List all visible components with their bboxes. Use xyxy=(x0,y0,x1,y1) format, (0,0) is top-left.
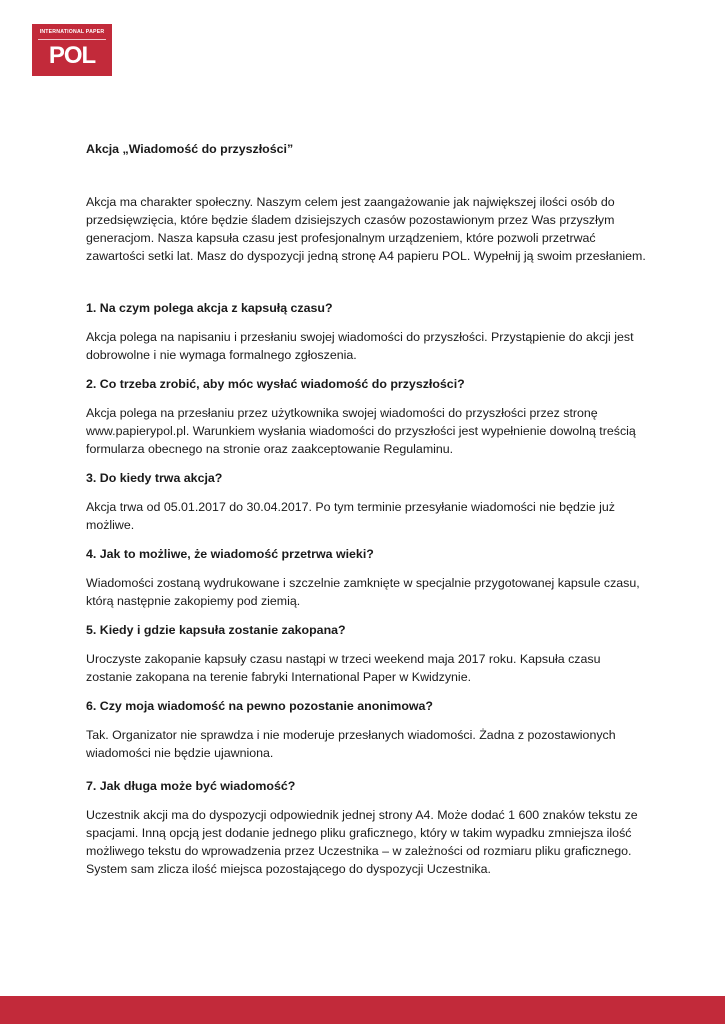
intro-paragraph: Akcja ma charakter społeczny. Naszym celem jest zaangażowanie jak największej ilości osób do przedsięwzięcia, które będzie śladem dzisiejszych czasów pozostawionym przez Was przyszłym generacjom. Nasza kapsuła czasu jest profesjonalnym urządzeniem, które pozwoli przetrwać zawartości setki lat. Masz do dyspozycji jedną stronę A4 papieru POL. Wypełnij ją swoim przesłaniem. xyxy=(86,195,646,263)
document-title: Akcja „Wiadomość do przyszłości” xyxy=(86,142,294,156)
faq-question-4: 4. Jak to możliwe, że wiadomość przetrwa wieki? xyxy=(86,547,374,561)
logo-divider xyxy=(38,39,106,40)
pol-logo xyxy=(32,24,112,76)
footer-bar xyxy=(0,996,725,1024)
faq-answer-2: Akcja polega na przesłaniu przez użytkownika swojej wiadomości do przyszłości przez stronę www.papierypol.pl. Warunkiem wysłania wiadomości do przyszłości jest wypełnienie dowolną treścią formularza obecnego na stronie oraz zaakceptowanie Regulaminu. xyxy=(86,406,636,456)
faq-question-7: 7. Jak długa może być wiadomość? xyxy=(86,779,296,793)
logo-name: POL xyxy=(48,42,96,69)
faq-answer-4: Wiadomości zostaną wydrukowane i szczelnie zamknięte w specjalnie przygotowanej kapsule czasu, którą następnie zakopiemy pod ziemią. xyxy=(86,576,640,608)
faq-answer-7: Uczestnik akcji ma do dyspozycji odpowiednik jednej strony A4. Może dodać 1 600 znaków tekstu ze spacjami. Inną opcją jest dodanie jednego pliku graficznego, który w takim wypadku zmniejsza ilość możliwego tekstu do wprowadzenia przez Uczestnika – w zależności od rozmiaru pliku graficznego. System sam zlicza ilość miejsca pozostającego do dyspozycji Uczestnika. xyxy=(86,808,638,876)
faq-question-1: 1. Na czym polega akcja z kapsułą czasu? xyxy=(86,301,333,315)
faq-answer-3: Akcja trwa od 05.01.2017 do 30.04.2017. Po tym terminie przesyłanie wiadomości nie będzie już możliwe. xyxy=(86,500,615,532)
faq-question-2: 2. Co trzeba zrobić, aby móc wysłać wiadomość do przyszłości? xyxy=(86,377,465,391)
faq-question-5: 5. Kiedy i gdzie kapsuła zostanie zakopana? xyxy=(86,623,346,637)
faq-question-6: 6. Czy moja wiadomość na pewno pozostanie anonimowa? xyxy=(86,699,433,713)
document-body xyxy=(86,140,646,878)
faq-question-3: 3. Do kiedy trwa akcja? xyxy=(86,471,223,485)
faq-answer-6: Tak. Organizator nie sprawdza i nie moderuje przesłanych wiadomości. Żadna z pozostawionych wiadomości nie będzie ujawniona. xyxy=(86,728,616,760)
logo-brand-text: INTERNATIONAL PAPER xyxy=(39,29,105,35)
faq-answer-1: Akcja polega na napisaniu i przesłaniu swojej wiadomości do przyszłości. Przystąpienie do akcji jest dobrowolne i nie wymaga formalnego zgłoszenia. xyxy=(86,330,634,362)
faq-answer-5: Uroczyste zakopanie kapsuły czasu nastąpi w trzeci weekend maja 2017 roku. Kapsuła czasu zostanie zakopana na terenie fabryki International Paper w Kwidzynie. xyxy=(86,652,601,684)
